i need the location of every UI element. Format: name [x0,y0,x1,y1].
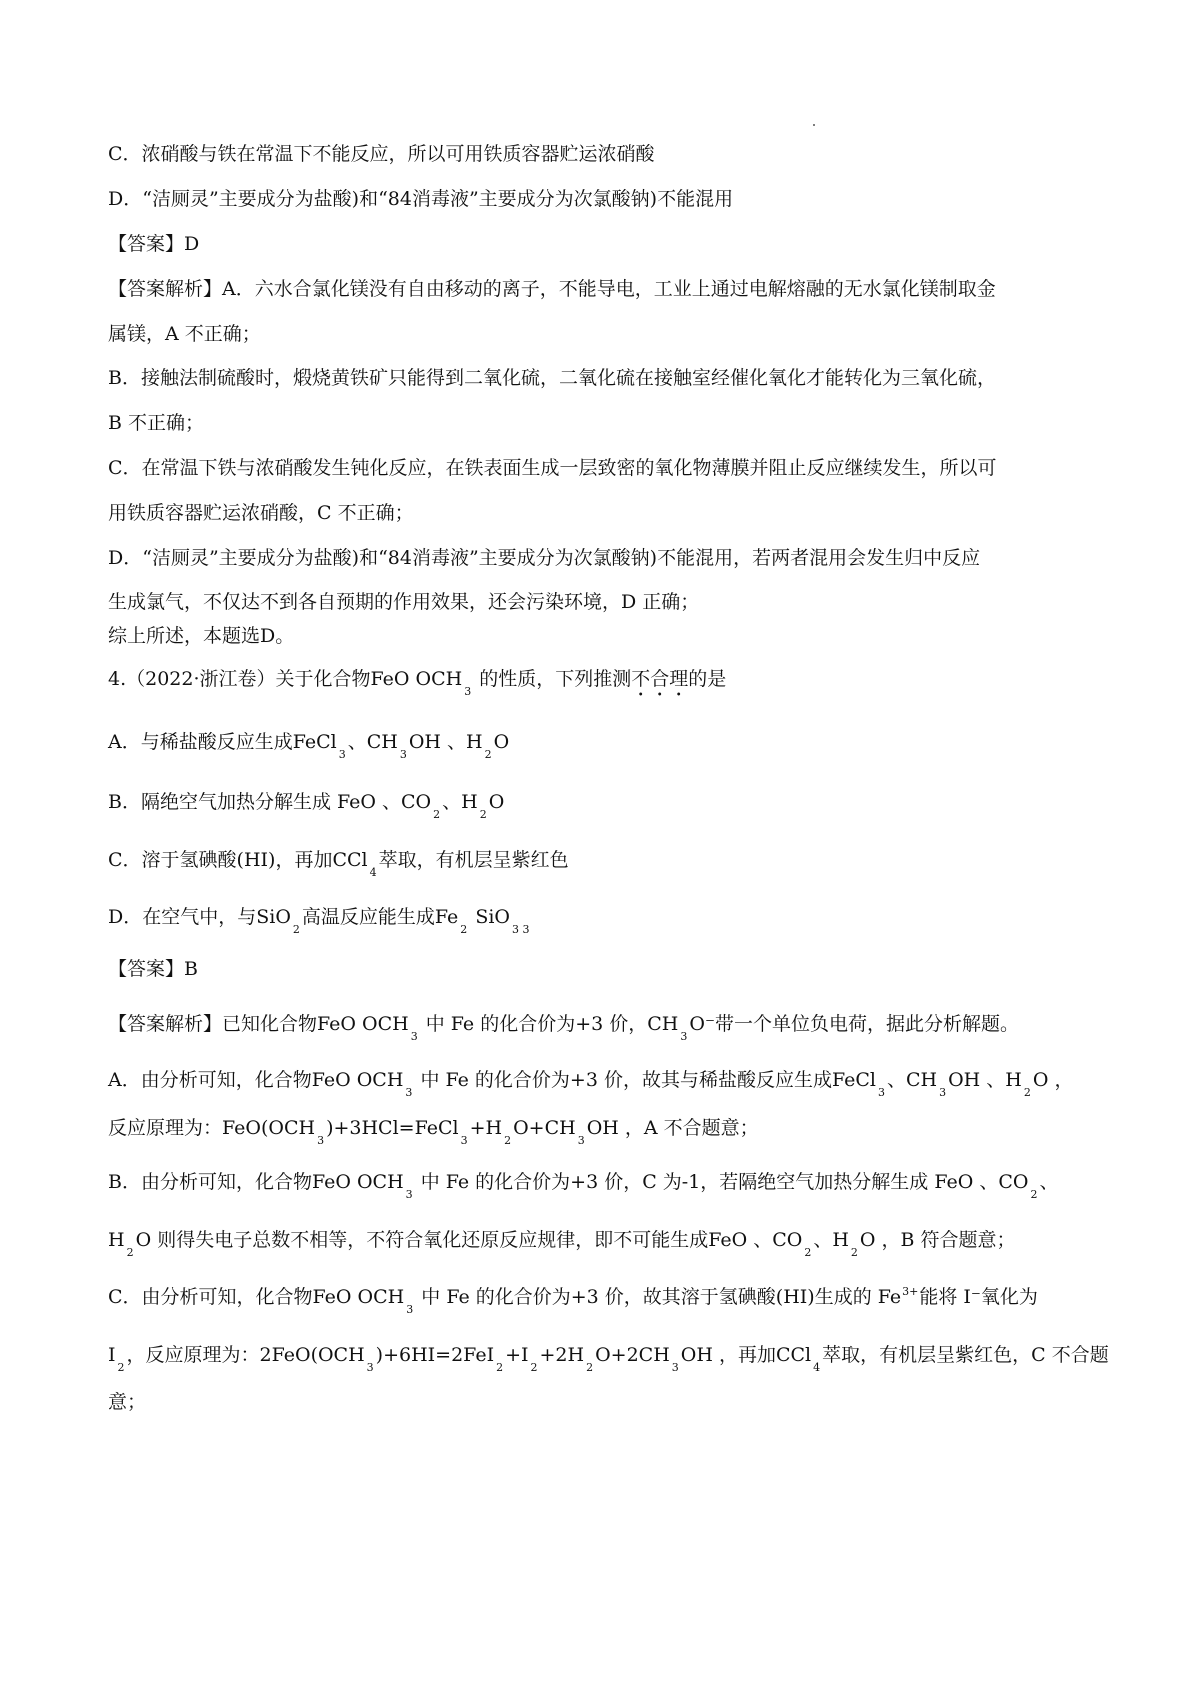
explanation-line: 【答案解析】A．六水合氯化镁没有自由移动的离子，不能导电，工业上通过电解熔融的无水氯化镁制取金 [108,278,996,300]
explanation-a-line: 反应原理为：$FeO(OCH_3)+3HCl=FeCl_3+H_2O+CH_3OH$ ，A 不合题意； [108,1117,759,1147]
explanation-line: C．在常温下铁与浓硝酸发生钝化反应，在铁表面生成一层致密的氧化物薄膜并阻止反应继续发生，所以可 [108,457,997,479]
answer-line: 【答案】D [108,233,200,255]
question-4-stem: 4.（2022·浙江卷）关于化合物FeO $OCH_3$ 的性质，下列推测不合理的是 [108,668,727,698]
explanation-c-line: C．由分析可知，化合物FeO $OCH_3$ 中 Fe 的化合价为+3 价，故其溶于氢碘酸(HI)生成的 $Fe^{3+}$能将 I⁻氧化为 [108,1285,1038,1316]
explanation-line: D．“洁厕灵”主要成分为盐酸)和“84消毒液”主要成分为次氯酸钠)不能混用，若两者混用会发生归中反应 [108,547,981,569]
summary-line: 综上所述，本题选D。 [108,625,295,647]
explanation-line: 属镁，A 不正确； [108,323,261,345]
explanation-line: 用铁质容器贮运浓硝酸，C 不正确； [108,502,414,524]
question-4-option-d: D．在空气中，与SiO$_2$高温反应能生成$Fe_2$ SiO$_{3 3}$ [108,906,530,936]
explanation-line: B．接触法制硫酸时，煅烧黄铁矿只能得到二氧化硫，二氧化硫在接触室经催化氧化才能转化为三氧化硫， [108,367,996,389]
question-4-option-a: A．与稀盐酸反应生成FeCl$_3$、$CH_3OH$ 、$H_2O$ [108,731,510,761]
explanation-intro: 【答案解析】已知化合物FeO $OCH_3$ 中 Fe 的化合价为+3 价，$CH_3O^-$带一个单位负电荷，据此分析解题。 [108,1013,1019,1043]
explanation-b-line: B．由分析可知，化合物FeO $OCH_3$ 中 Fe 的化合价为+3 价，C 为-1，若隔绝空气加热分解生成 FeO 、$CO_2$、 [108,1171,1059,1201]
explanation-line: B 不正确； [108,412,205,434]
question-4-option-b: B．隔绝空气加热分解生成 FeO 、$CO_2$、$H_2O$ [108,791,505,821]
explanation-a-line: A．由分析可知，化合物FeO $OCH_3$ 中 Fe 的化合价为+3 价，故其与稀盐酸反应生成FeCl$_3$、$CH_3OH$ 、$H_2O$ ， [108,1069,1074,1099]
explanation-line: 生成氯气，不仅达不到各自预期的作用效果，还会污染环境，D 正确； [108,591,700,613]
answer-line: 【答案】B [108,958,198,980]
explanation-c-line: $I_2$，反应原理为：$2FeO(OCH_3)+6HI=2FeI_2+I_2+2H_2O+2CH_3OH$ ，再加CCl$_4$萃取，有机层呈紫红色，C 不合题 [108,1344,1109,1374]
option-c-line: C．浓硝酸与铁在常温下不能反应，所以可用铁质容器贮运浓硝酸 [108,143,655,165]
explanation-c-line: 意； [108,1391,147,1413]
explanation-b-line: $H_2O$ 则得失电子总数不相等，不符合氧化还原反应规律，即不可能生成FeO 、$CO_2$、$H_2O$ ，B 符合题意； [108,1229,1016,1259]
question-4-option-c: C．溶于氢碘酸(HI)，再加CCl$_4$萃取，有机层呈紫红色 [108,849,569,879]
stray-dot [813,124,815,126]
option-d-line: D．“洁厕灵”主要成分为盐酸)和“84消毒液”主要成分为次氯酸钠)不能混用 [108,188,734,210]
emphasis-text: 不合理 [631,668,689,690]
